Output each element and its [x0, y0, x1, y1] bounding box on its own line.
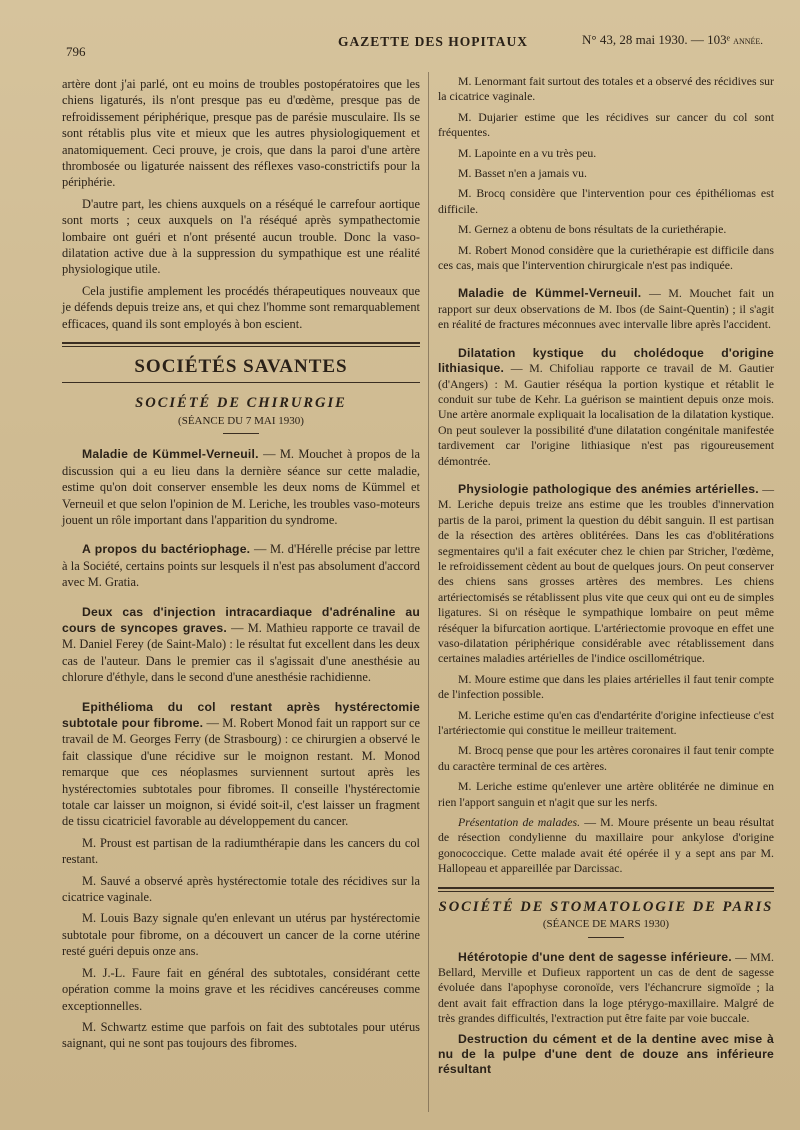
discussion-paragraph: M. Lenormant fait surtout des totales et a observé des récidives sur la cicatrice vaginale. — [438, 74, 774, 104]
discussion-paragraph: M. Moure estime que dans les plaies artérielles il faut tenir compte de l'infection possible. — [438, 671, 774, 702]
discussion-paragraph: M. Proust est partisan de la radiumthérapie dans les cancers du col restant. — [62, 835, 420, 867]
discussion-paragraph: M. Gernez a obtenu de bons résultats de la curiethérapie. — [458, 222, 727, 237]
report-entry — [62, 699, 420, 830]
right-column — [438, 74, 774, 1083]
entry-title: Dilatation kystique du cholédoque d'origine lithiasique. — [438, 345, 774, 376]
discussion-paragraph: M. J.-L. Faure fait en général des subtotales, considérant cette opération comme la moins grave et les récidives cancéreuses comme exceptionnelles. — [62, 965, 420, 1013]
entry-text: — M. Moure présente un beau résultat de résection condylienne du maxillaire pour ankylose d'origine gonococcique. Cette malade avait été opérée il y a sept ans par M. Hallopeau et appareillée par Darcissac. — [438, 815, 774, 876]
section-divider — [62, 342, 420, 347]
entry-text: — M. Mathieu rapporte ce travail de M. Daniel Ferey (de Saint-Malo) : le résultat fut excellent dans les deux cas de l'auteur. Dans le premier cas il s'agissait d'une anesthésie au chlorure d'éthyle, dans le second d'une anesthésie rachidienne. — [62, 620, 420, 685]
entry-text: — M. Mouchet à propos de la discussion qui a eu lieu dans la dernière séance sur cette maladie, estime qu'on doit conserver ensemble les deux noms de Kümmel et Verneuil et que selon l'opinion de M. Leriche, les troubles vaso-moteurs jouent un rôle important dans l'apparition du syndrome. — [62, 447, 420, 527]
intro-paragraph: D'autre part, les chiens auxquels on a réséqué le carrefour aortique sont morts ; ceux auxquels on l'a réséqué après sympathectomie lombaire ont guéri et n'ont présenté aucun trouble. Donc la vaso-dilatation active due à la suppression du sympathique est une réalité physiologique utile. — [62, 196, 420, 277]
page-number: 796 — [66, 44, 86, 59]
report-entry — [62, 604, 420, 686]
intro-paragraph: Cela justifie amplement les procédés thérapeutiques nouveaux que je défends depuis treize ans, et qui chez l'homme sont remarquablement efficaces, quand ils sont employés à bon escient. — [62, 283, 420, 331]
entry-title: Maladie de Kümmel-Verneuil. — [458, 286, 642, 301]
issue-date: N° 43, 28 mai 1930. — 103ᵉ — [582, 32, 730, 47]
report-entry — [62, 541, 420, 590]
journal-title: GAZETTE DES HOPITAUX — [338, 34, 529, 49]
session-date: (SÉANCE DE MARS 1930) — [542, 918, 670, 931]
entry-title: Deux cas d'injection intracardiaque d'adrénaline au cours de syncopes graves. — [62, 604, 420, 635]
entry-title: Destruction du cément et de la dentine avec mise à nu de la pulpe d'une dent de douze ans inférieure résultant — [438, 1031, 774, 1077]
society-heading: SOCIÉTÉ DE CHIRURGIE — [135, 394, 347, 411]
entry-text: — M. Chifoliau rapporte ce travail de M. Gautier (d'Angers) : M. Gautier réséqua la portion kystique et rétablit le conduit sur tube de Kehr. La guérison se maintient depuis onze mois. Une artère anormale expliquait la localisation de la dilatation kystique. On peut soulever la possibilité d'une dilatation congénitale manifestée tardivement car l'origine lithiasique n'est pas rigoureusement démontrée. — [438, 361, 774, 468]
session-date: (SÉANCE DU 7 MAI 1930) — [178, 414, 304, 427]
entry-text: — M. Robert Monod fait un rapport sur ce travail de M. Georges Ferry (de Strasbourg) : ce chirurgien a observé le fait classique d'une récidive sur le moignon restant. M. Monod remarque que ces néoplasmes surviennent surtout après les hystérectomies subtotales pour fibromes. Il conseille l'hystérectomie totale car laisser un moignon, si évidé soit-il, c'est laisser un fragment de tissu cicatriciel favorable au développement du cancer. — [62, 716, 420, 829]
entry-title: Maladie de Kümmel-Verneuil. — [82, 447, 259, 462]
issue-info — [582, 32, 763, 48]
discussion-paragraph: M. Sauvé a observé après hystérectomie totale des récidives sur la cicatrice vaginale. — [62, 873, 420, 905]
entry-text: — M. d'Hérelle précise par lettre à la Société, certains points sur lesquels il n'est pas absolument d'accord avec M. Gratia. — [62, 542, 420, 590]
society-heading: SOCIÉTÉ DE STOMATOLOGIE DE PARIS — [438, 898, 774, 915]
report-entry — [438, 1032, 774, 1078]
page-header — [62, 28, 782, 58]
issue-year-suffix: année. — [733, 35, 764, 47]
entry-title: A propos du bactériophage. — [82, 542, 251, 557]
discussion-paragraph: M. Basset n'en a jamais vu. — [458, 166, 587, 181]
entry-title: Physiologie pathologique des anémies artérielles. — [458, 481, 759, 496]
left-column — [62, 76, 420, 1057]
discussion-paragraph: M. Louis Bazy signale qu'en enlevant un utérus par hystérectomie subtotale pour fibrome, on a découvert un cancer de la corne utérine resté guéri depuis onze ans. — [62, 911, 420, 959]
short-divider — [223, 433, 259, 434]
section-title: SOCIÉTÉS SAVANTES — [134, 356, 348, 378]
report-entry — [438, 482, 774, 667]
short-divider — [588, 937, 624, 938]
report-entry — [438, 286, 774, 332]
discussion-paragraph: M. Robert Monod considère que la curiethérapie est difficile dans ces cas, mais que l'intervention chirurgicale n'est pas indiquée. — [438, 242, 774, 273]
intro-paragraph: artère dont j'ai parlé, ont eu moins de troubles postopératoires que les chiens ligaturés, ils n'ont presque pas eu d'œdème, presque pas de refroidissement périphérique, presque pas de parésie musculaire. Ils se sont rétablis plus vite et mieux que les autres physiologiquement et anatomiquement. Ceci prouve, je crois, que dans la paroi d'une artère thrombosée ou ligaturée naissent des réflexes vaso-constrictifs pour la périphérie. — [62, 77, 420, 190]
entry-text: — MM. Bellard, Merville et Dufieux rapportent un cas de dent de sagesse évoluée dans l'apophyse coronoïde, vers l'échancrure sigmoïde ; la dent avait fait effraction dans la loge ptérygo-maxillaire. Malgré de très grandes difficultés, l'extraction put être faite par voie buccale. — [438, 949, 774, 1026]
discussion-paragraph: M. Brocq considère que l'intervention pour ces épithéliomas est difficile. — [438, 186, 774, 216]
section-divider — [438, 887, 774, 892]
entry-title: Epithélioma du col restant après hystérectomie subtotale pour fibrome. — [62, 699, 420, 730]
column-divider — [428, 72, 429, 1112]
discussion-paragraph: M. Dujarier estime que les récidives sur cancer du col sont fréquentes. — [438, 109, 774, 140]
report-entry — [62, 446, 420, 528]
discussion-paragraph: M. Brocq pense que pour les artères coronaires il faut tenir compte du caractère terminal de ces artères. — [438, 743, 774, 773]
title-underline — [62, 382, 420, 383]
entry-text: — M. Mouchet fait un rapport sur deux observations de M. Ibos (de Saint-Quentin) ; il s'agit en réalité de fractures méconnues avec intervalle libre après l'accident. — [438, 286, 775, 332]
discussion-paragraph: M. Schwartz estime que parfois on fait des subtotales pour utérus saignant, qui ne sont pas toujours des fibromes. — [62, 1019, 420, 1051]
discussion-paragraph: M. Lapointe en a vu très peu. — [458, 145, 597, 160]
entry-title: Hétérotopie d'une dent de sagesse inférieure. — [458, 949, 732, 964]
entry-title: Présentation de malades. — [458, 815, 581, 830]
report-entry — [438, 815, 774, 877]
discussion-paragraph: M. Leriche estime qu'enlever une artère oblitérée ne diminue en rien l'apport sanguin et n'agit que sur les nerfs. — [438, 779, 774, 809]
report-entry — [438, 346, 774, 469]
entry-text: — M. Leriche depuis treize ans estime que les troubles d'innervation partis de la paroi, priment la question du débit sanguin. Il est partisan de la résection des artères oblitérées. Dans les cas d'oblitérations segmentaires qu'il a fait exécuter chez le chien par Stricher, l'œdème, le refroidissement cèdent au bout de quelques jours. On peut conserver des chiens sans grosses artères des membres. Les chiens artériectomisés se rétablissent plus vite que ceux qui ont eu de simples ligatures. Si on résèque le sympathique lombaire on peut même réséquer la bifurcation aortique. L'artériectomie provoque en effet une vaso-dilatation périphérique considérable avec rétablissement dans certaines maladies artérielles de l'indice oscillométrique. — [438, 481, 774, 666]
report-entry — [438, 950, 774, 1027]
discussion-paragraph: M. Leriche estime qu'en cas d'endartérite d'origine infectieuse c'est l'artériectomie qui constitue le meilleur traitement. — [438, 707, 774, 738]
